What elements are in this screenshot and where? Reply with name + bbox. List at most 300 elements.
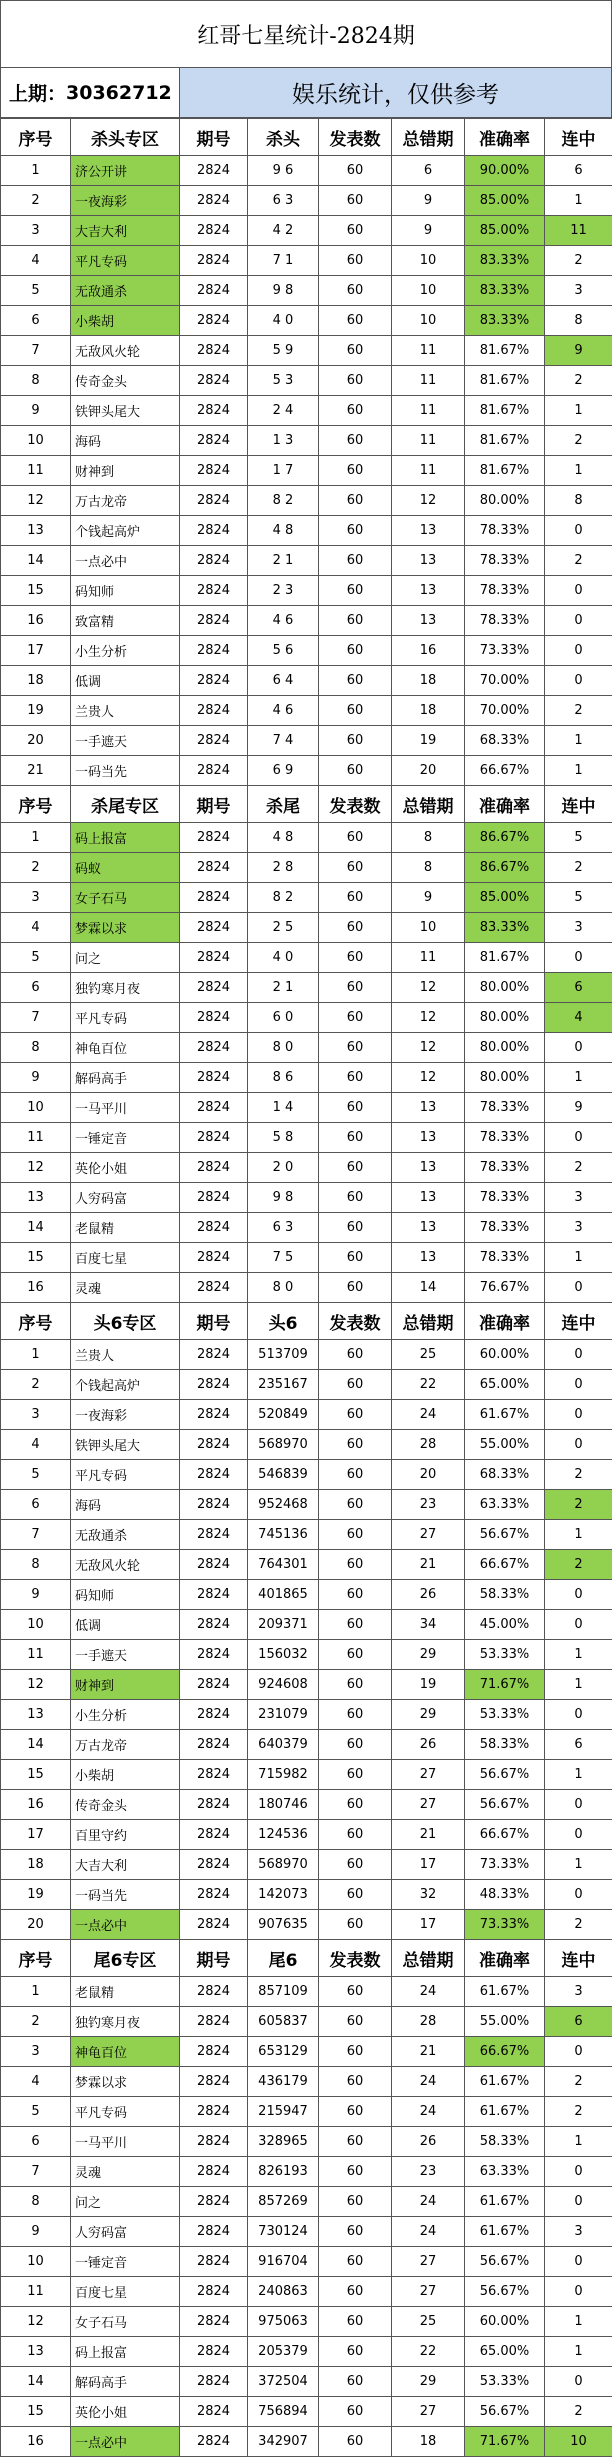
col-name: 无敌风火轮 <box>71 336 180 366</box>
table-row <box>1 823 612 853</box>
col-errors: 25 <box>392 2307 465 2337</box>
col-streak: 9 <box>545 336 612 366</box>
col-errors: 13 <box>392 1153 465 1183</box>
col-value: 745136 <box>248 1520 319 1550</box>
header-col-period: 期号 <box>180 786 248 823</box>
col-value: 2 8 <box>248 853 319 883</box>
table-row <box>1 2247 612 2277</box>
col-period: 2824 <box>180 1400 248 1430</box>
col-errors: 18 <box>392 696 465 726</box>
col-name: 平凡专码 <box>71 1003 180 1033</box>
col-errors: 12 <box>392 1063 465 1093</box>
col-period: 2824 <box>180 216 248 246</box>
col-accuracy: 61.67% <box>465 2067 545 2097</box>
col-errors: 32 <box>392 1880 465 1910</box>
col-no: 17 <box>1 636 71 666</box>
col-value: 1 4 <box>248 1093 319 1123</box>
col-no: 16 <box>1 606 71 636</box>
col-errors: 29 <box>392 1700 465 1730</box>
col-errors: 16 <box>392 636 465 666</box>
col-no: 6 <box>1 1490 71 1520</box>
table-row <box>1 2397 612 2427</box>
header-col-value: 杀尾 <box>248 786 319 823</box>
col-errors: 8 <box>392 853 465 883</box>
col-accuracy: 85.00% <box>465 216 545 246</box>
col-period: 2824 <box>180 1670 248 1700</box>
col-streak: 0 <box>545 2157 612 2187</box>
header-col-errors: 总错期 <box>392 786 465 823</box>
col-count: 60 <box>319 276 392 306</box>
table-row <box>1 336 612 366</box>
table-row <box>1 943 612 973</box>
col-accuracy: 85.00% <box>465 186 545 216</box>
col-accuracy: 78.33% <box>465 1123 545 1153</box>
col-streak: 1 <box>545 1760 612 1790</box>
col-value: 2 0 <box>248 1153 319 1183</box>
col-streak: 6 <box>545 973 612 1003</box>
col-no: 5 <box>1 276 71 306</box>
col-errors: 17 <box>392 1910 465 1940</box>
col-accuracy: 66.67% <box>465 1550 545 1580</box>
col-value: 6 4 <box>248 666 319 696</box>
col-no: 2 <box>1 186 71 216</box>
page-title: 红哥七星统计-2824期 <box>0 0 612 68</box>
col-name: 铁钾头尾大 <box>71 1430 180 1460</box>
col-name: 大吉大利 <box>71 1850 180 1880</box>
table-row <box>1 756 612 786</box>
col-streak: 1 <box>545 396 612 426</box>
info-bar <box>0 68 612 118</box>
table-row <box>1 1063 612 1093</box>
table-row <box>1 696 612 726</box>
col-streak: 1 <box>545 2307 612 2337</box>
col-period: 2824 <box>180 2187 248 2217</box>
col-count: 60 <box>319 1850 392 1880</box>
col-no: 4 <box>1 246 71 276</box>
col-name: 小生分析 <box>71 1700 180 1730</box>
col-name: 问之 <box>71 2187 180 2217</box>
col-value: 730124 <box>248 2217 319 2247</box>
col-accuracy: 68.33% <box>465 726 545 756</box>
col-count: 60 <box>319 1640 392 1670</box>
col-streak: 0 <box>545 1580 612 1610</box>
col-period: 2824 <box>180 883 248 913</box>
col-errors: 22 <box>392 2337 465 2367</box>
col-errors: 23 <box>392 1490 465 1520</box>
col-streak: 0 <box>545 2277 612 2307</box>
col-name: 个钱起高炉 <box>71 1370 180 1400</box>
col-streak: 2 <box>545 1153 612 1183</box>
col-value: 6 3 <box>248 1213 319 1243</box>
col-name: 万古龙帝 <box>71 1730 180 1760</box>
col-errors: 23 <box>392 2157 465 2187</box>
col-value: 5 8 <box>248 1123 319 1153</box>
col-value: 924608 <box>248 1670 319 1700</box>
col-period: 2824 <box>180 2247 248 2277</box>
col-period: 2824 <box>180 1153 248 1183</box>
col-period: 2824 <box>180 576 248 606</box>
col-value: 4 6 <box>248 696 319 726</box>
col-no: 3 <box>1 883 71 913</box>
col-name: 铁钾头尾大 <box>71 396 180 426</box>
table-row <box>1 2067 612 2097</box>
col-errors: 20 <box>392 756 465 786</box>
col-value: 513709 <box>248 1340 319 1370</box>
col-no: 11 <box>1 1123 71 1153</box>
table-row <box>1 1243 612 1273</box>
col-streak: 5 <box>545 823 612 853</box>
col-no: 11 <box>1 2277 71 2307</box>
col-no: 9 <box>1 396 71 426</box>
col-accuracy: 80.00% <box>465 1033 545 1063</box>
col-no: 5 <box>1 2097 71 2127</box>
col-errors: 12 <box>392 973 465 1003</box>
col-period: 2824 <box>180 456 248 486</box>
col-name: 济公开讲 <box>71 156 180 186</box>
table-row <box>1 1850 612 1880</box>
col-accuracy: 80.00% <box>465 1003 545 1033</box>
col-count: 60 <box>319 1273 392 1303</box>
col-errors: 28 <box>392 1430 465 1460</box>
col-count: 60 <box>319 1760 392 1790</box>
col-count: 60 <box>319 2307 392 2337</box>
table-row <box>1 1550 612 1580</box>
col-period: 2824 <box>180 2157 248 2187</box>
col-accuracy: 58.33% <box>465 1580 545 1610</box>
col-no: 2 <box>1 1370 71 1400</box>
col-period: 2824 <box>180 1003 248 1033</box>
col-no: 12 <box>1 2307 71 2337</box>
col-name: 神龟百位 <box>71 2037 180 2067</box>
col-value: 2 3 <box>248 576 319 606</box>
col-accuracy: 78.33% <box>465 576 545 606</box>
table-row <box>1 1640 612 1670</box>
col-count: 60 <box>319 1003 392 1033</box>
col-errors: 10 <box>392 306 465 336</box>
col-value: 764301 <box>248 1550 319 1580</box>
col-errors: 24 <box>392 2217 465 2247</box>
col-accuracy: 78.33% <box>465 516 545 546</box>
header-col-streak: 连中 <box>545 1940 612 1977</box>
col-errors: 11 <box>392 456 465 486</box>
col-period: 2824 <box>180 1273 248 1303</box>
col-name: 一锤定音 <box>71 1123 180 1153</box>
col-streak: 0 <box>545 1370 612 1400</box>
col-period: 2824 <box>180 1490 248 1520</box>
col-accuracy: 56.67% <box>465 1790 545 1820</box>
section-header-row <box>1 786 612 823</box>
col-count: 60 <box>319 1490 392 1520</box>
table-row <box>1 426 612 456</box>
col-errors: 13 <box>392 546 465 576</box>
table-row <box>1 1093 612 1123</box>
col-period: 2824 <box>180 726 248 756</box>
col-value: 857269 <box>248 2187 319 2217</box>
col-period: 2824 <box>180 486 248 516</box>
header-col-name: 头6专区 <box>71 1303 180 1340</box>
col-count: 60 <box>319 1153 392 1183</box>
col-errors: 13 <box>392 1093 465 1123</box>
col-errors: 28 <box>392 2007 465 2037</box>
col-value: 401865 <box>248 1580 319 1610</box>
col-accuracy: 71.67% <box>465 1670 545 1700</box>
col-count: 60 <box>319 576 392 606</box>
col-errors: 27 <box>392 1760 465 1790</box>
col-accuracy: 66.67% <box>465 1820 545 1850</box>
col-no: 1 <box>1 156 71 186</box>
col-value: 1 3 <box>248 426 319 456</box>
col-period: 2824 <box>180 336 248 366</box>
table-row <box>1 1460 612 1490</box>
col-name: 女子石马 <box>71 883 180 913</box>
col-count: 60 <box>319 1910 392 1940</box>
col-count: 60 <box>319 973 392 1003</box>
last-period-value: 30362712 <box>66 82 172 104</box>
col-no: 7 <box>1 1003 71 1033</box>
col-value: 180746 <box>248 1790 319 1820</box>
col-errors: 19 <box>392 726 465 756</box>
col-errors: 9 <box>392 186 465 216</box>
header-col-errors: 总错期 <box>392 1303 465 1340</box>
col-streak: 3 <box>545 1183 612 1213</box>
col-period: 2824 <box>180 1700 248 1730</box>
col-errors: 27 <box>392 2277 465 2307</box>
col-value: 205379 <box>248 2337 319 2367</box>
col-no: 5 <box>1 1460 71 1490</box>
table-row <box>1 156 612 186</box>
table-row <box>1 2187 612 2217</box>
table-row <box>1 1700 612 1730</box>
col-name: 百里守约 <box>71 1820 180 1850</box>
col-accuracy: 78.33% <box>465 1243 545 1273</box>
col-count: 60 <box>319 1520 392 1550</box>
col-streak: 0 <box>545 1123 612 1153</box>
header-col-count: 发表数 <box>319 1303 392 1340</box>
header-col-streak: 连中 <box>545 786 612 823</box>
col-value: 605837 <box>248 2007 319 2037</box>
col-accuracy: 73.33% <box>465 1850 545 1880</box>
col-no: 5 <box>1 943 71 973</box>
header-col-no: 序号 <box>1 119 71 156</box>
col-streak: 1 <box>545 1850 612 1880</box>
col-no: 8 <box>1 2187 71 2217</box>
col-name: 百度七星 <box>71 1243 180 1273</box>
col-accuracy: 63.33% <box>465 1490 545 1520</box>
col-accuracy: 86.67% <box>465 853 545 883</box>
col-streak: 6 <box>545 1730 612 1760</box>
header-col-errors: 总错期 <box>392 1940 465 1977</box>
col-errors: 13 <box>392 606 465 636</box>
col-accuracy: 58.33% <box>465 2127 545 2157</box>
col-count: 60 <box>319 546 392 576</box>
col-value: 5 9 <box>248 336 319 366</box>
col-count: 60 <box>319 1610 392 1640</box>
col-errors: 24 <box>392 2097 465 2127</box>
col-streak: 0 <box>545 1610 612 1640</box>
disclaimer-banner: 娱乐统计，仅供参考 <box>180 68 611 117</box>
col-streak: 0 <box>545 636 612 666</box>
col-streak: 3 <box>545 276 612 306</box>
col-streak: 8 <box>545 486 612 516</box>
col-count: 60 <box>319 2037 392 2067</box>
col-value: 2 5 <box>248 913 319 943</box>
header-col-streak: 连中 <box>545 1303 612 1340</box>
header-col-value: 尾6 <box>248 1940 319 1977</box>
col-errors: 27 <box>392 2247 465 2277</box>
col-accuracy: 83.33% <box>465 246 545 276</box>
col-no: 3 <box>1 1400 71 1430</box>
col-no: 16 <box>1 2427 71 2457</box>
col-name: 万古龙帝 <box>71 486 180 516</box>
col-streak: 1 <box>545 726 612 756</box>
col-accuracy: 81.67% <box>465 426 545 456</box>
col-no: 4 <box>1 2067 71 2097</box>
col-count: 60 <box>319 1430 392 1460</box>
col-value: 6 3 <box>248 186 319 216</box>
col-period: 2824 <box>180 2427 248 2457</box>
col-count: 60 <box>319 2157 392 2187</box>
col-value: 2 1 <box>248 546 319 576</box>
col-streak: 0 <box>545 2367 612 2397</box>
col-period: 2824 <box>180 2127 248 2157</box>
col-streak: 2 <box>545 1460 612 1490</box>
table-row <box>1 2277 612 2307</box>
col-period: 2824 <box>180 2037 248 2067</box>
col-name: 低调 <box>71 1610 180 1640</box>
col-name: 一点必中 <box>71 546 180 576</box>
col-name: 传奇金头 <box>71 366 180 396</box>
col-streak: 0 <box>545 516 612 546</box>
col-period: 2824 <box>180 2307 248 2337</box>
col-streak: 1 <box>545 1670 612 1700</box>
col-value: 235167 <box>248 1370 319 1400</box>
col-period: 2824 <box>180 1243 248 1273</box>
col-period: 2824 <box>180 2067 248 2097</box>
col-no: 12 <box>1 486 71 516</box>
col-count: 60 <box>319 2067 392 2097</box>
col-count: 60 <box>319 426 392 456</box>
header-col-count: 发表数 <box>319 119 392 156</box>
table-row <box>1 1490 612 1520</box>
col-value: 4 2 <box>248 216 319 246</box>
col-name: 个钱起高炉 <box>71 516 180 546</box>
col-accuracy: 53.33% <box>465 1700 545 1730</box>
col-name: 无敌风火轮 <box>71 1550 180 1580</box>
col-period: 2824 <box>180 823 248 853</box>
col-name: 小柴胡 <box>71 306 180 336</box>
col-streak: 1 <box>545 456 612 486</box>
table-row <box>1 2127 612 2157</box>
table-row <box>1 1153 612 1183</box>
col-period: 2824 <box>180 943 248 973</box>
header-col-name: 杀头专区 <box>71 119 180 156</box>
table-row <box>1 1910 612 1940</box>
col-errors: 13 <box>392 1213 465 1243</box>
col-name: 梦霖以求 <box>71 913 180 943</box>
col-value: 9 8 <box>248 1183 319 1213</box>
col-accuracy: 45.00% <box>465 1610 545 1640</box>
col-count: 60 <box>319 1183 392 1213</box>
col-name: 兰贵人 <box>71 1340 180 1370</box>
table-row <box>1 973 612 1003</box>
col-accuracy: 53.33% <box>465 1640 545 1670</box>
col-no: 18 <box>1 1850 71 1880</box>
table-row <box>1 636 612 666</box>
col-streak: 0 <box>545 1820 612 1850</box>
col-period: 2824 <box>180 1820 248 1850</box>
col-streak: 2 <box>545 546 612 576</box>
col-value: 209371 <box>248 1610 319 1640</box>
col-name: 一马平川 <box>71 1093 180 1123</box>
col-accuracy: 80.00% <box>465 486 545 516</box>
col-count: 60 <box>319 606 392 636</box>
col-value: 215947 <box>248 2097 319 2127</box>
col-count: 60 <box>319 2337 392 2367</box>
col-errors: 13 <box>392 1183 465 1213</box>
col-name: 一手遮天 <box>71 726 180 756</box>
col-accuracy: 61.67% <box>465 2187 545 2217</box>
col-streak: 0 <box>545 606 612 636</box>
table-row <box>1 306 612 336</box>
col-errors: 12 <box>392 486 465 516</box>
col-period: 2824 <box>180 1370 248 1400</box>
table-row <box>1 2367 612 2397</box>
col-no: 15 <box>1 1760 71 1790</box>
col-streak: 0 <box>545 1880 612 1910</box>
table-row <box>1 1213 612 1243</box>
col-count: 60 <box>319 2277 392 2307</box>
col-count: 60 <box>319 913 392 943</box>
col-accuracy: 66.67% <box>465 756 545 786</box>
col-streak: 5 <box>545 883 612 913</box>
col-count: 60 <box>319 246 392 276</box>
col-streak: 2 <box>545 2097 612 2127</box>
col-period: 2824 <box>180 1430 248 1460</box>
col-value: 372504 <box>248 2367 319 2397</box>
col-no: 12 <box>1 1670 71 1700</box>
col-streak: 2 <box>545 426 612 456</box>
col-period: 2824 <box>180 1977 248 2007</box>
col-period: 2824 <box>180 1183 248 1213</box>
col-errors: 9 <box>392 216 465 246</box>
col-errors: 12 <box>392 1033 465 1063</box>
header-col-count: 发表数 <box>319 1940 392 1977</box>
col-errors: 13 <box>392 1123 465 1153</box>
col-errors: 8 <box>392 823 465 853</box>
col-streak: 3 <box>545 1977 612 2007</box>
col-errors: 11 <box>392 396 465 426</box>
col-errors: 17 <box>392 1850 465 1880</box>
col-streak: 0 <box>545 1790 612 1820</box>
col-period: 2824 <box>180 636 248 666</box>
col-period: 2824 <box>180 1790 248 1820</box>
table-row <box>1 2037 612 2067</box>
table-row <box>1 1273 612 1303</box>
col-name: 一点必中 <box>71 2427 180 2457</box>
col-period: 2824 <box>180 516 248 546</box>
col-streak: 0 <box>545 1700 612 1730</box>
col-errors: 9 <box>392 883 465 913</box>
col-value: 8 2 <box>248 883 319 913</box>
col-accuracy: 80.00% <box>465 1063 545 1093</box>
col-accuracy: 73.33% <box>465 636 545 666</box>
col-count: 60 <box>319 1880 392 1910</box>
col-accuracy: 76.67% <box>465 1273 545 1303</box>
table-row <box>1 1370 612 1400</box>
col-errors: 29 <box>392 1640 465 1670</box>
col-period: 2824 <box>180 973 248 1003</box>
col-value: 2 4 <box>248 396 319 426</box>
